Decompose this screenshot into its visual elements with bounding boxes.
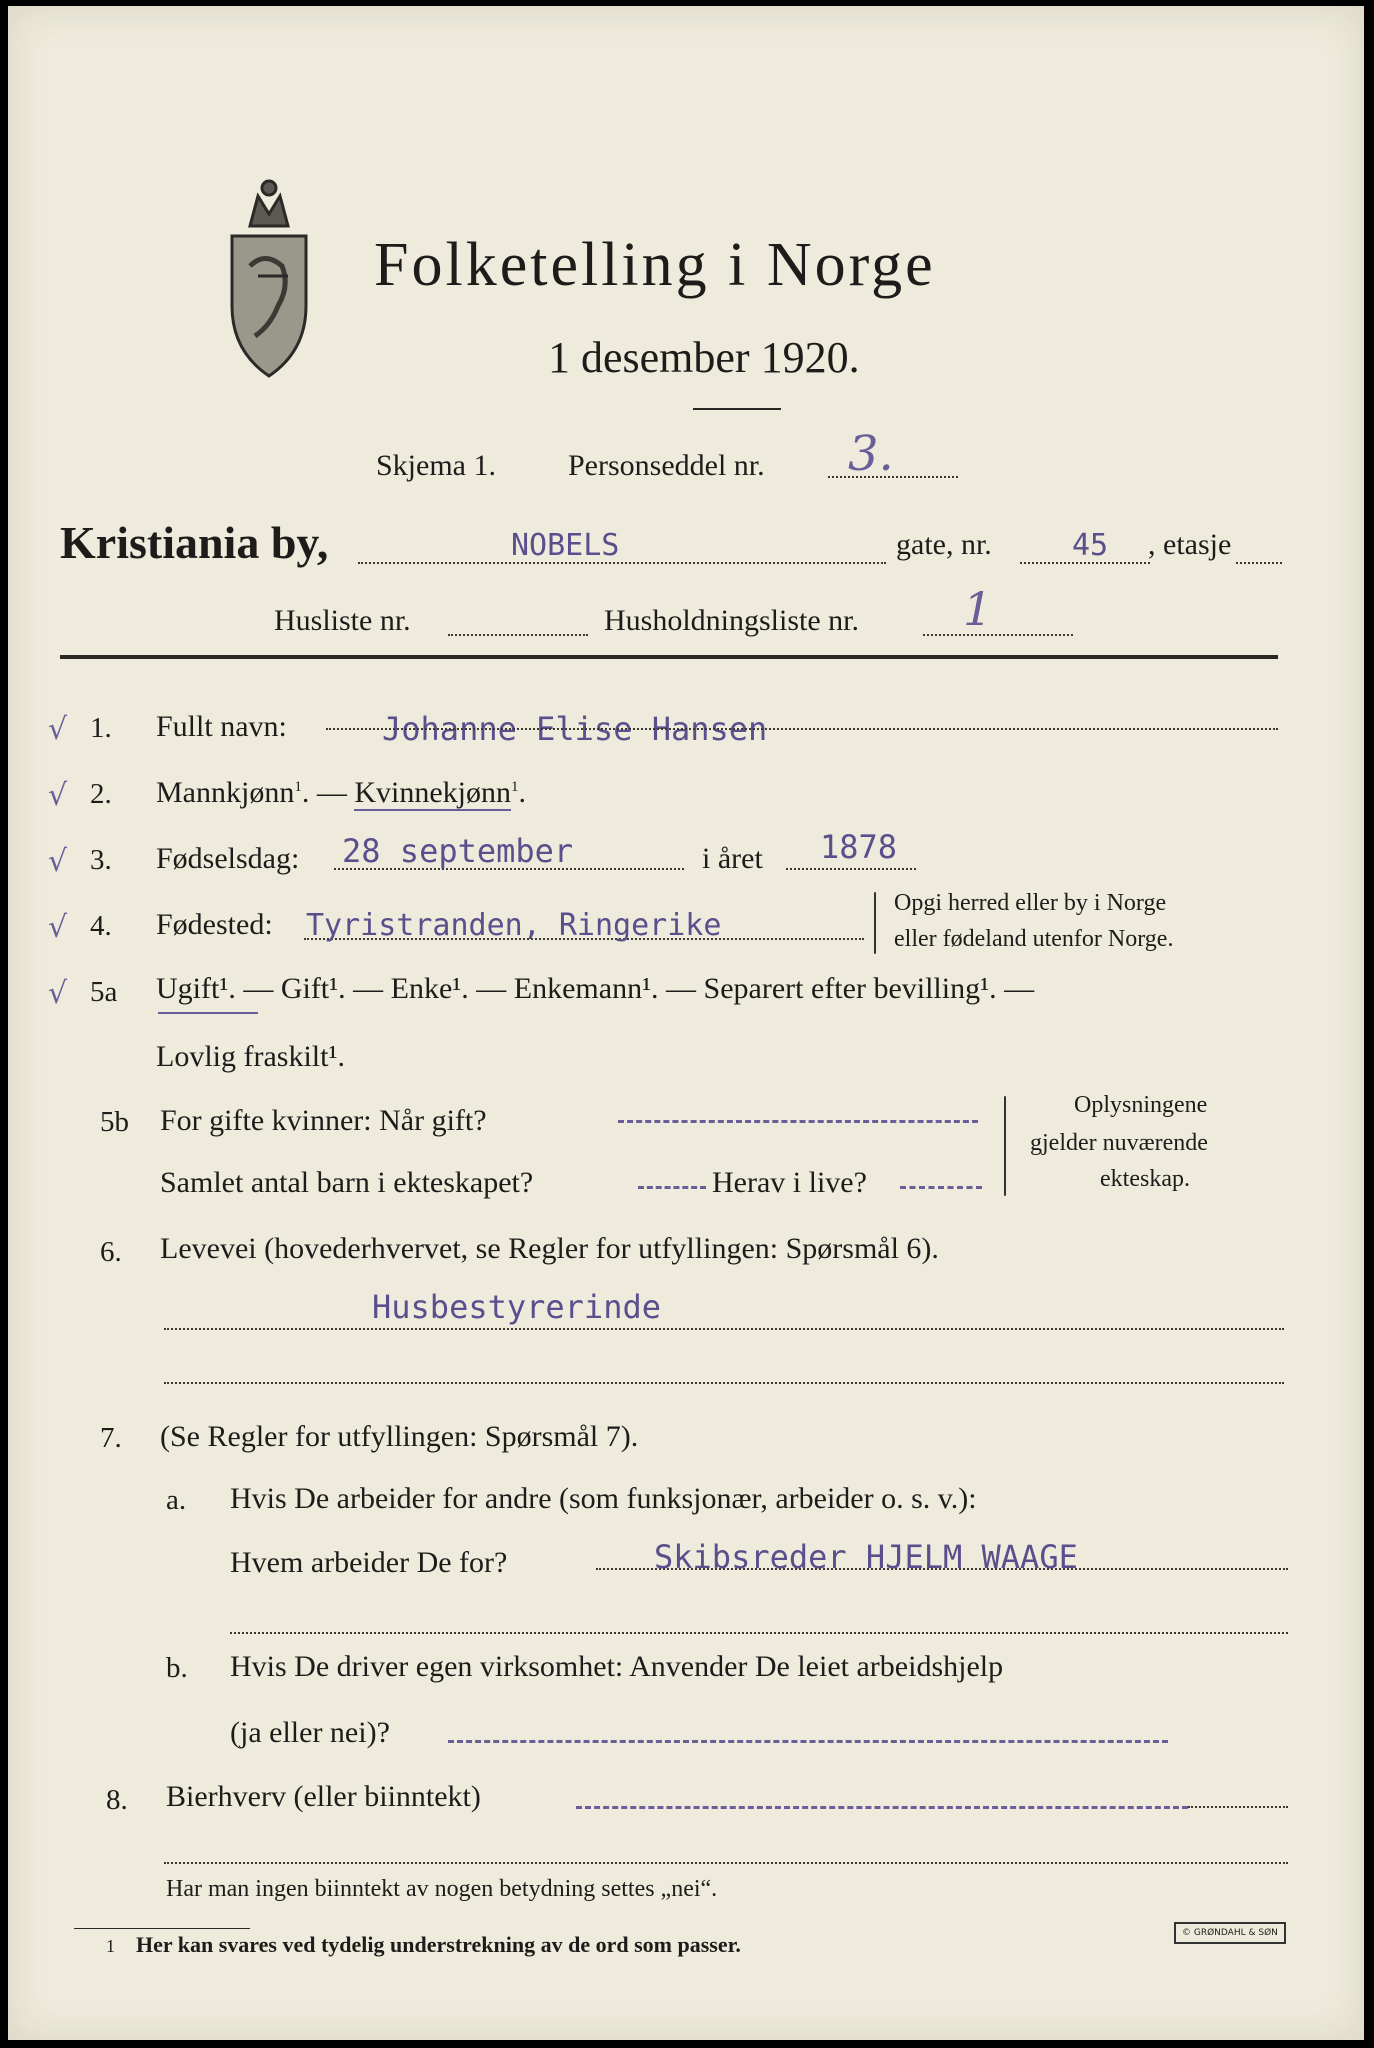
q5a-checkmark: √ xyxy=(48,976,68,1011)
q8-line xyxy=(1188,1806,1288,1808)
q7b-text: Hvis De driver egen virksomhet: Anvender De leiet arbeidshjelp xyxy=(230,1650,1004,1683)
q7-number: 7. xyxy=(100,1422,122,1454)
q5b-label-married: For gifte kvinner: Når gift? xyxy=(160,1104,487,1137)
footnote-rule xyxy=(74,1928,250,1929)
q5b-children-dash xyxy=(638,1186,706,1189)
q8-dash xyxy=(576,1806,1188,1809)
q8-number: 8. xyxy=(106,1784,128,1816)
personseddel-line xyxy=(828,476,958,478)
q5b-alive-dash xyxy=(900,1186,982,1189)
q4-note-2: eller fødeland utenfor Norge. xyxy=(894,926,1174,952)
title-divider xyxy=(693,408,781,410)
q1-label: Fullt navn: xyxy=(156,710,287,743)
q4-brace xyxy=(874,892,876,954)
q7a-text: Hvis De arbeider for andre (som funksjonær, arbeider o. s. v.): xyxy=(230,1482,977,1515)
q5b-label-alive: Herav i live? xyxy=(712,1166,867,1199)
q2-female-option[interactable]: Kvinnekjønn xyxy=(354,776,511,809)
q5b-brace xyxy=(1004,1096,1006,1196)
husholdning-value[interactable]: 1 xyxy=(963,582,993,636)
city-label: Kristiania by, xyxy=(60,517,329,568)
q4-label: Fødested: xyxy=(156,908,273,941)
q8-line-2 xyxy=(164,1862,1288,1864)
q5b-label-children: Samlet antal barn i ekteskapet? xyxy=(160,1166,534,1199)
q6-line-1 xyxy=(164,1328,1284,1330)
q2-male-option[interactable]: Mannkjønn xyxy=(156,776,295,809)
q4-number: 4. xyxy=(90,910,112,942)
q5b-note-3: ekteskap. xyxy=(1100,1166,1190,1192)
q7b-question: (ja eller nei)? xyxy=(230,1716,390,1749)
q3-year-value[interactable]: 1878 xyxy=(820,828,898,866)
street-line xyxy=(358,562,886,564)
q3-year-line xyxy=(786,868,916,870)
q5a-ugift-underline xyxy=(158,1012,258,1014)
q7a-line-2 xyxy=(230,1632,1288,1634)
q6-number: 6. xyxy=(100,1236,122,1268)
q4-birthplace-value[interactable]: Tyristranden, Ringerike xyxy=(306,908,722,943)
form-title: Folketelling i Norge xyxy=(374,231,936,299)
q5b-number: 5b xyxy=(100,1106,129,1138)
q3-number: 3. xyxy=(90,844,112,876)
q3-birthday-value[interactable]: 28 september xyxy=(342,832,574,870)
husholdning-label: Husholdningsliste nr. xyxy=(604,604,860,637)
q5a-options-line2[interactable]: Lovlig fraskilt¹. xyxy=(156,1040,345,1073)
personseddel-label: Personseddel nr. xyxy=(568,449,765,482)
q1-full-name-value[interactable]: Johanne Elise Hansen xyxy=(382,710,768,748)
q5a-number: 5a xyxy=(90,976,118,1008)
q7a-question: Hvem arbeider De for? xyxy=(230,1546,508,1579)
q2-checkmark: √ xyxy=(48,778,68,813)
footnote-text: Her kan svares ved tydelig understrekning av de ord som passer. xyxy=(136,1932,741,1957)
husliste-line xyxy=(448,634,588,636)
gate-label: gate, nr. xyxy=(896,528,992,561)
footnote-mark: 1 xyxy=(106,1936,115,1956)
coat-of-arms-icon xyxy=(210,176,328,386)
q6-line-2 xyxy=(164,1382,1284,1384)
q5a-options[interactable]: Ugift¹. — Gift¹. — Enke¹. — Enkemann¹. — Separert efter bevilling¹. — xyxy=(156,972,1035,1005)
q3-year-label: i året xyxy=(702,842,763,875)
q4-note-1: Opgi herred eller by i Norge xyxy=(894,890,1167,916)
q2-number: 2. xyxy=(90,778,112,810)
etasje-label: , etasje xyxy=(1148,528,1232,561)
q7-label: (Se Regler for utfyllingen: Spørsmål 7). xyxy=(160,1420,639,1453)
census-date: 1 desember 1920. xyxy=(548,333,860,382)
schema-label: Skjema 1. xyxy=(376,449,496,482)
footer-note: Har man ingen biinntekt av nogen betydning settes „nei“. xyxy=(166,1876,718,1902)
husholdning-line xyxy=(923,634,1073,636)
q5b-married-dash xyxy=(618,1120,978,1123)
q4-checkmark: √ xyxy=(48,910,68,945)
q7b-dash xyxy=(448,1740,1168,1743)
q6-label: Levevei (hovederhvervet, se Regler for utfyllingen: Spørsmål 6). xyxy=(160,1232,939,1265)
q8-label: Bierhverv (eller biinntekt) xyxy=(166,1780,481,1813)
q7b-letter: b. xyxy=(166,1652,188,1684)
street-value[interactable]: NOBELS xyxy=(511,528,620,563)
q5b-note-2: gjelder nuværende xyxy=(1030,1130,1208,1156)
personseddel-value[interactable]: 3. xyxy=(848,426,894,482)
etasje-line xyxy=(1236,562,1282,564)
header-divider xyxy=(60,655,1278,659)
census-form xyxy=(8,6,1364,2040)
q7a-letter: a. xyxy=(166,1484,187,1516)
q7a-employer-value[interactable]: Skibsreder HJELM WAAGE xyxy=(654,1538,1078,1576)
q1-checkmark: √ xyxy=(48,712,68,747)
q1-number: 1. xyxy=(90,712,112,744)
q1-line xyxy=(326,728,1278,730)
house-number-value[interactable]: 45 xyxy=(1072,528,1109,563)
q3-label: Fødselsdag: xyxy=(156,842,300,875)
husliste-label: Husliste nr. xyxy=(274,604,411,637)
q3-checkmark: √ xyxy=(48,844,68,879)
printer-stamp: © GRØNDAHL & SØN xyxy=(1174,1922,1286,1944)
q2-options: Mannkjønn$^1$. — Kvinnekjønn$^1$. xyxy=(156,776,526,809)
q5b-note-1: Oplysningene xyxy=(1074,1092,1208,1118)
q6-occupation-value[interactable]: Husbestyrerinde xyxy=(372,1288,661,1326)
